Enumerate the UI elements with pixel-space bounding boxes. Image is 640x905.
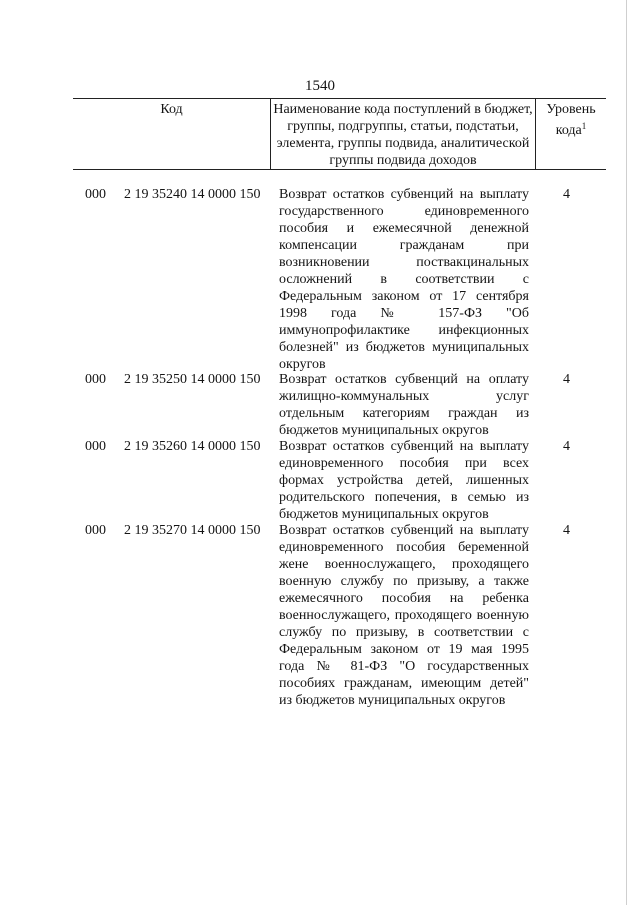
row-name: Возврат остатков субвенций на выплату государственного единовременного пособия и ежемесячной денежной компенсации гражданам при возникновении поствакцинальных осложнений в соответствии с Федеральным законом от 17 сентября 1998 года № 157-ФЗ "Об иммунопрофилактике инфекционных болезней" из бюджетов муниципальных округов xyxy=(279,187,529,372)
row-code: 2 19 35250 14 0000 150 xyxy=(124,372,261,387)
page-number: 1540 xyxy=(305,78,335,94)
table-header xyxy=(73,98,606,170)
page-edge-line xyxy=(626,0,627,905)
row-name: Возврат остатков субвенций на оплату жилищно-коммунальных услуг отдельным категориям граждан из бюджетов муниципальных округов xyxy=(279,372,529,438)
header-name xyxy=(271,99,536,169)
header-level xyxy=(536,99,606,169)
row-level: 4 xyxy=(563,439,570,454)
header-level-footnote: 1 xyxy=(581,121,587,131)
row-prefix: 000 xyxy=(85,187,106,202)
header-name-label: Наименование кода поступлений в бюджет, группы, подгруппы, статьи, подстатьи, элемента, группы подвида, аналитической группы подвида доходов xyxy=(273,102,533,168)
row-level: 4 xyxy=(563,523,570,538)
row-prefix: 000 xyxy=(85,523,106,538)
header-code xyxy=(73,99,271,169)
row-code: 2 19 35240 14 0000 150 xyxy=(124,187,261,202)
row-level: 4 xyxy=(563,187,570,202)
row-name: Возврат остатков субвенций на выплату единовременного пособия беременной жене военнослужащего, проходящего военную службу по призыву, а также ежемесячного пособия на ребенка военнослужащего, проходящего военную службу по призыву, в соответствии с Федеральным законом от 19 мая 1995 года № 81-ФЗ "О государственных пособиях гражданам, имеющим детей" из бюджетов муниципальных округов xyxy=(279,523,529,708)
row-code: 2 19 35260 14 0000 150 xyxy=(124,439,261,454)
row-prefix: 000 xyxy=(85,372,106,387)
row-level: 4 xyxy=(563,372,570,387)
row-code: 2 19 35270 14 0000 150 xyxy=(124,523,261,538)
header-level-label: Уровень кода xyxy=(546,102,596,138)
header-code-label: Код xyxy=(160,102,183,117)
row-name: Возврат остатков субвенций на выплату единовременного пособия при всех формах устройства детей, лишенных родительского попечения, в семью из бюджетов муниципальных округов xyxy=(279,439,529,522)
row-prefix: 000 xyxy=(85,439,106,454)
